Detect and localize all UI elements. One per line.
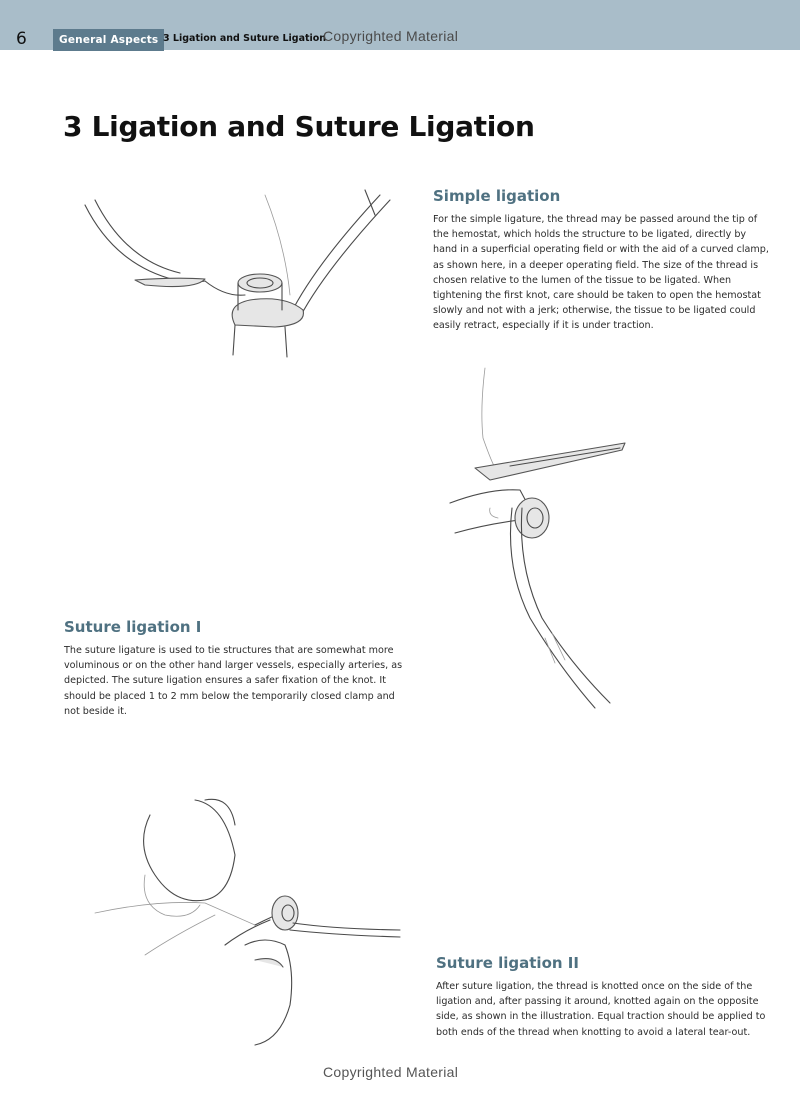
simple-ligation-heading: Simple ligation bbox=[433, 187, 561, 205]
suture-ligation-two-heading: Suture ligation II bbox=[436, 954, 579, 972]
page-title: 3 Ligation and Suture Ligation bbox=[63, 110, 535, 143]
suture-ligation-one-illustration bbox=[450, 368, 630, 713]
simple-ligation-illustration bbox=[75, 185, 405, 365]
simple-ligation-text: For the simple ligature, the thread may be passed around the tip of the hemostat, which holds the structure to be ligated, directly by hand in a superficial operating field or with the aid of a curved clamp, as shown here, in a deeper operating field. The size of the thread is chosen relative to the lumen of the tissue to be ligated. When tightening the first knot, care should be taken to open the hemostat slowly and not with a jerk; otherwise, the tissue to be ligated could easily retract, especially if it is under traction. bbox=[433, 214, 769, 332]
suture-ligation-one-heading: Suture ligation I bbox=[64, 618, 202, 636]
suture-ligation-one-text: The suture ligature is used to tie structures that are somewhat more voluminous or on the other hand larger vessels, especially arteries, as depicted. The suture ligation ensures a safer fixation of the knot. It should be placed 1 to 2 mm below the temporarily closed clamp and not beside it. bbox=[64, 645, 403, 717]
watermark-top: Copyrighted Material bbox=[323, 28, 459, 44]
suture-ligation-two-illustration bbox=[95, 795, 405, 1045]
page-number: 6 bbox=[16, 29, 27, 49]
running-title: 3 Ligation and Suture Ligation bbox=[163, 33, 327, 44]
watermark-bottom: Copyrighted Material bbox=[323, 1064, 459, 1080]
suture-ligation-two-text: After suture ligation, the thread is knotted once on the side of the ligation and, after passing it around, knotted again on the opposite side, as shown in the illustration. Equal traction should be applied to both ends of the thread when knotting to avoid a lateral tear-out. bbox=[436, 981, 766, 1038]
section-tab: General Aspects bbox=[53, 29, 164, 51]
